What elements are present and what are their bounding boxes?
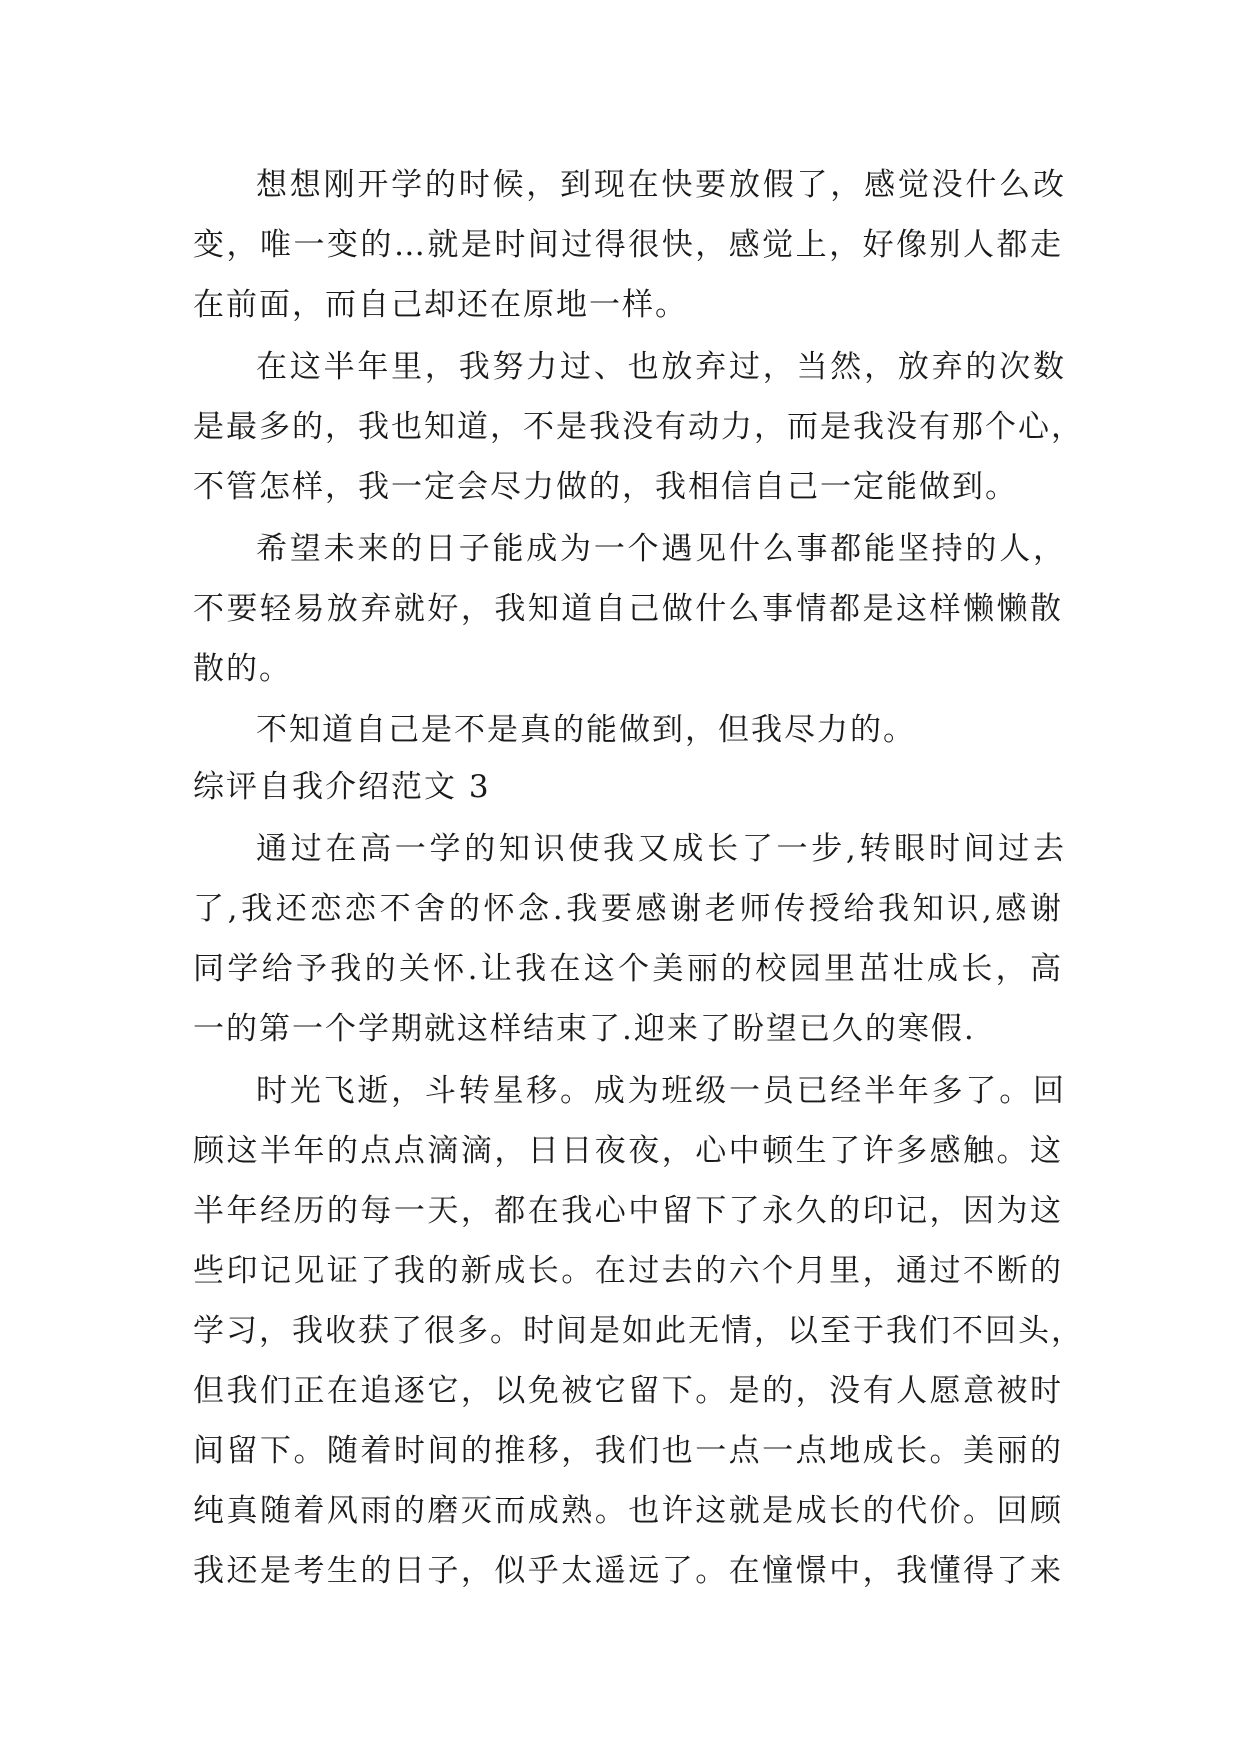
paragraph-2-line-2: 是最多的，我也知道，不是我没有动力，而是我没有那个心， <box>193 409 1084 445</box>
paragraph-1-line-1: 想想刚开学的时候，到现在快要放假了，感觉没什么改 <box>256 167 1066 203</box>
paragraph-3-line-1: 希望未来的日子能成为一个遇见什么事都能坚持的人， <box>256 531 1066 567</box>
paragraph-6-line-9: 我还是考生的日子，似乎太遥远了。在憧憬中，我懂得了来 <box>193 1553 1063 1589</box>
paragraph-6-line-7: 间留下。随着时间的推移，我们也一点一点地成长。美丽的 <box>193 1433 1063 1469</box>
section-heading: 综评自我介绍范文 3 <box>193 769 491 805</box>
paragraph-1-line-3: 在前面，而自己却还在原地一样。 <box>193 287 688 323</box>
paragraph-6-line-4: 些印记见证了我的新成长。在过去的六个月里，通过不断的 <box>193 1253 1063 1289</box>
paragraph-2-line-1: 在这半年里，我努力过、也放弃过，当然，放弃的次数 <box>256 349 1066 385</box>
paragraph-5-line-3: 同学给予我的关怀.让我在这个美丽的校园里茁壮成长，高 <box>193 951 1063 987</box>
paragraph-6-line-5: 学习，我收获了很多。时间是如此无情，以至于我们不回头， <box>193 1313 1084 1349</box>
paragraph-6-line-6: 但我们正在追逐它，以免被它留下。是的，没有人愿意被时 <box>193 1373 1063 1409</box>
paragraph-3-line-3: 散的。 <box>193 651 292 687</box>
paragraph-6-line-2: 顾这半年的点点滴滴，日日夜夜，心中顿生了许多感触。这 <box>193 1133 1063 1169</box>
paragraph-5-line-2: 了,我还恋恋不舍的怀念.我要感谢老师传授给我知识,感谢 <box>193 891 1063 927</box>
paragraph-4-line-1: 不知道自己是不是真的能做到，但我尽力的。 <box>256 712 916 748</box>
paragraph-1-line-2: 变，唯一变的…就是时间过得很快，感觉上，好像别人都走 <box>193 227 1063 263</box>
paragraph-3-line-2: 不要轻易放弃就好，我知道自己做什么事情都是这样懒懒散 <box>193 591 1063 627</box>
paragraph-2-line-3: 不管怎样，我一定会尽力做的，我相信自己一定能做到。 <box>193 469 1018 505</box>
paragraph-6-line-3: 半年经历的每一天，都在我心中留下了永久的印记，因为这 <box>193 1193 1063 1229</box>
paragraph-6-line-8: 纯真随着风雨的磨灭而成熟。也许这就是成长的代价。回顾 <box>193 1493 1063 1529</box>
paragraph-6-line-1: 时光飞逝，斗转星移。成为班级一员已经半年多了。回 <box>256 1073 1066 1109</box>
paragraph-5-line-1: 通过在高一学的知识使我又成长了一步,转眼时间过去 <box>256 831 1066 867</box>
paragraph-5-line-4: 一的第一个学期就这样结束了.迎来了盼望已久的寒假. <box>193 1011 976 1047</box>
